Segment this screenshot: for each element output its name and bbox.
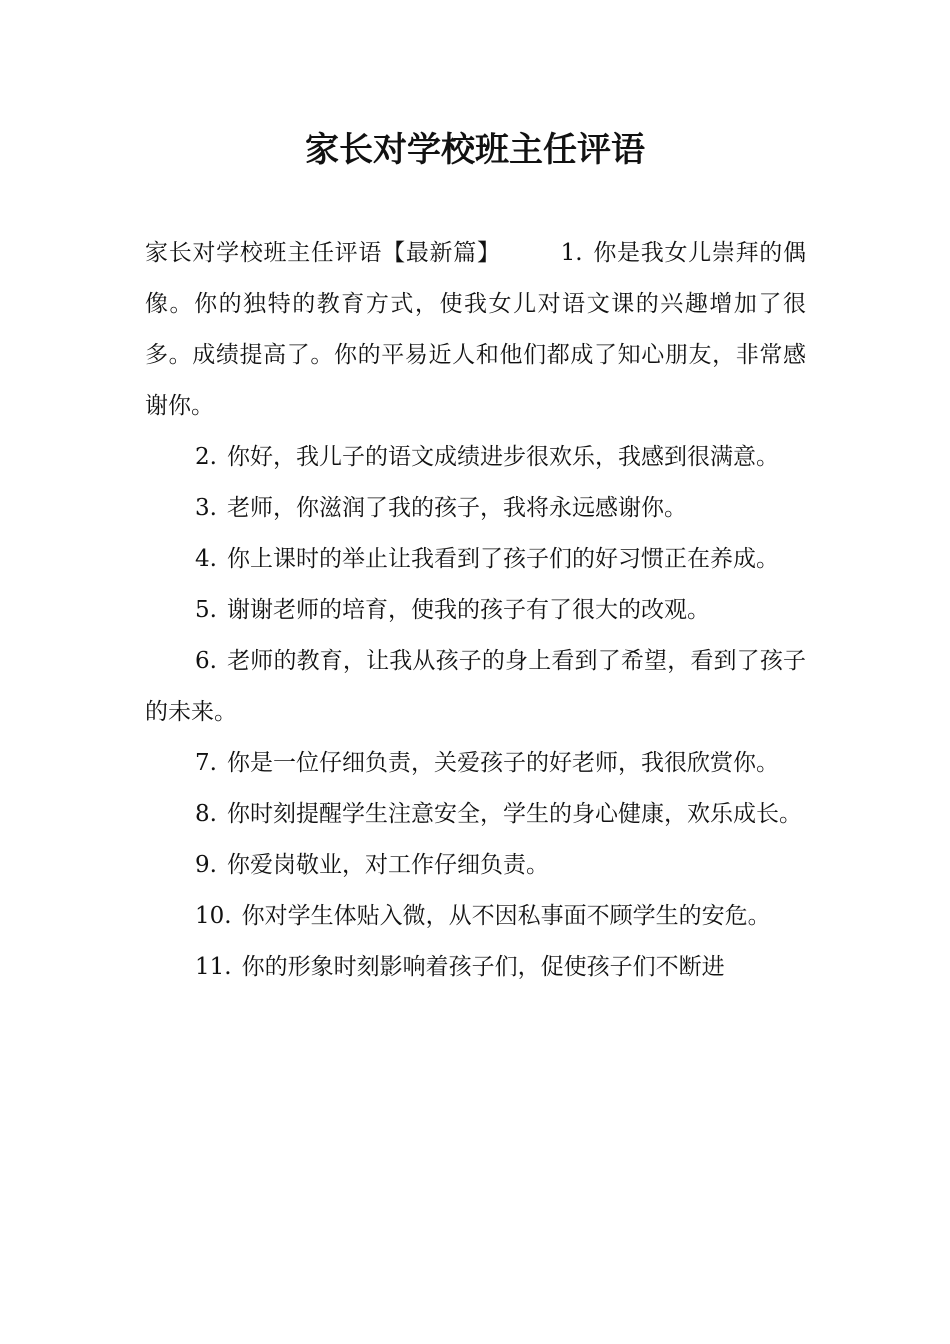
item-text: 你爱岗敬业，对工作仔细负责。: [226, 852, 549, 878]
item-number: 9.: [195, 852, 217, 878]
list-item: [145, 942, 806, 993]
item-text: 老师，你滋润了我的孩子，我将永远感谢你。: [226, 495, 687, 521]
list-item: [145, 891, 806, 942]
document-title: 家长对学校班主任评语: [305, 130, 645, 170]
list-item: [145, 636, 806, 738]
item-number: 10.: [195, 903, 232, 929]
item-number: 1.: [560, 240, 583, 266]
item-text: 你好，我儿子的语文成绩进步很欢乐，我感到很满意。: [226, 444, 779, 470]
item-number: 5.: [195, 597, 217, 623]
document-body: [145, 228, 806, 993]
item-text: 老师的教育，让我从孩子的身上看到了希望，看到了孩子的未来。: [145, 648, 806, 725]
list-item: [145, 483, 806, 534]
list-item: [145, 789, 806, 840]
item-text: 你上课时的举止让我看到了孩子们的好习惯正在养成。: [226, 546, 779, 572]
item-number: 8.: [195, 801, 217, 827]
list-item: [145, 534, 806, 585]
list-item: [145, 432, 806, 483]
item-number: 6.: [195, 648, 217, 674]
item-number: 3.: [195, 495, 217, 521]
intro-heading: 家长对学校班主任评语【最新篇】: [145, 240, 501, 266]
item-text: 你时刻提醒学生注意安全，学生的身心健康，欢乐成长。: [226, 801, 802, 827]
item-number: 11.: [195, 954, 232, 980]
item-number: 4.: [195, 546, 217, 572]
list-item: [145, 738, 806, 789]
item-number: 7.: [195, 750, 217, 776]
list-item: [145, 585, 806, 636]
item-text: 你是我女儿崇拜的偶像。你的独特的教育方式，使我女儿对语文课的兴趣增加了很多。成绩提高了。你的平易近人和他们都成了知心朋友，非常感谢你。: [145, 240, 807, 419]
item-text: 谢谢老师的培育，使我的孩子有了很大的改观。: [226, 597, 710, 623]
item-text: 你对学生体贴入微，从不因私事面不顾学生的安危。: [241, 903, 771, 929]
item-text: 你是一位仔细负责，关爱孩子的好老师，我很欣赏你。: [226, 750, 779, 776]
list-item: [145, 840, 806, 891]
item-number: 2.: [195, 444, 217, 470]
item-text: 你的形象时刻影响着孩子们，促使孩子们不断进: [241, 954, 725, 980]
intro-paragraph: [145, 228, 806, 432]
